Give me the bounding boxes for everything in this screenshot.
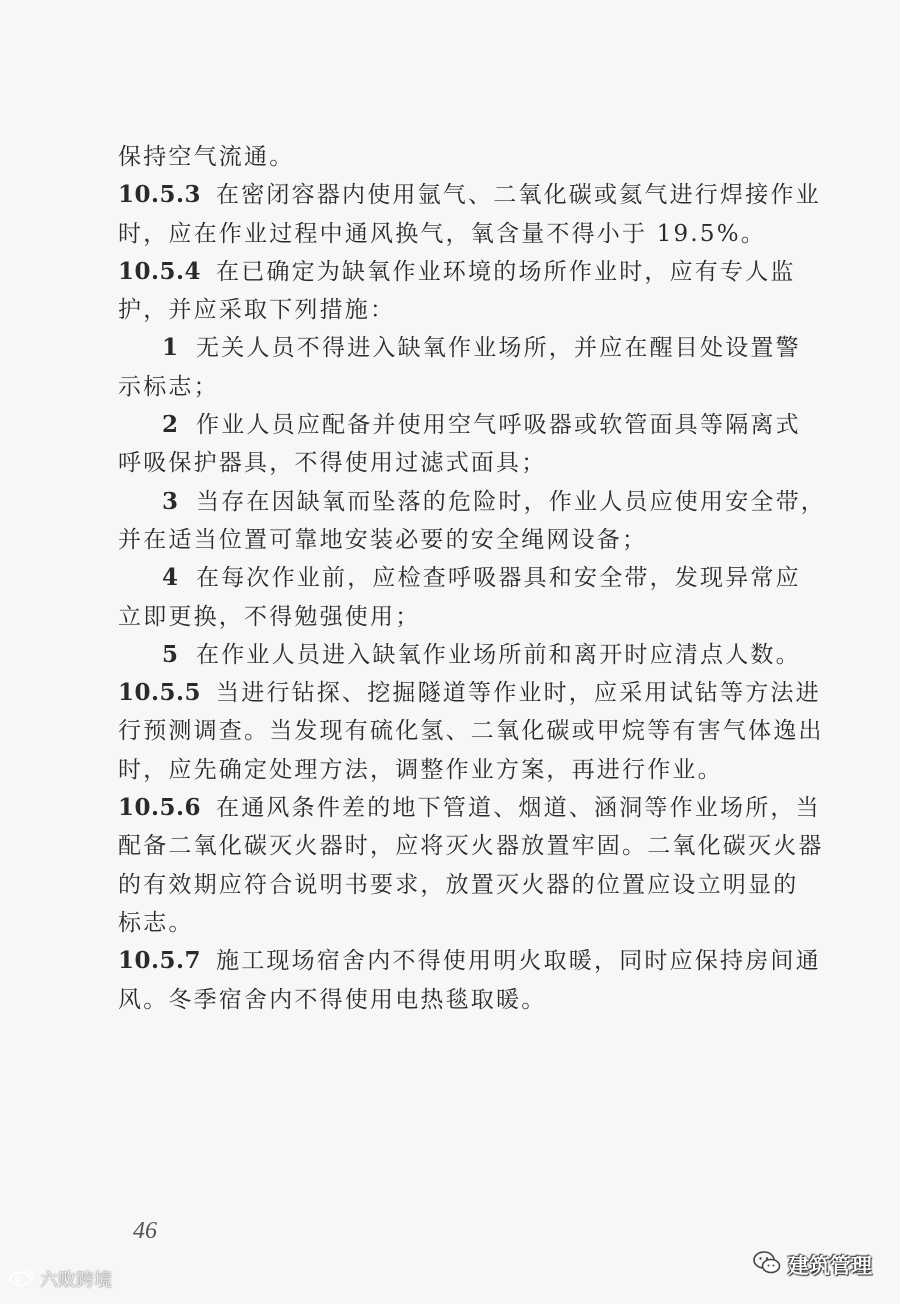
page-number: 46 [133, 1218, 157, 1244]
list-item-1 [118, 329, 801, 367]
text-line: 标志。 [118, 909, 194, 936]
list-item-3 [118, 483, 826, 521]
text-line: 立即更换，不得勉强使用； [118, 603, 421, 630]
section-text: 在已确定为缺氧作业环境的场所作业时，应有专人监 [216, 258, 796, 285]
item-number: 3 [162, 487, 181, 515]
item-number: 5 [162, 640, 181, 668]
watermark-left [8, 1266, 112, 1292]
text-line: 时，应在作业过程中通风换气，氧含量不得小于 19.5%。 [118, 220, 766, 247]
document-body [118, 138, 826, 1019]
list-item-2 [118, 406, 801, 444]
watermark-left-text: 六败跨境 [40, 1270, 112, 1291]
wechat-icon [752, 1250, 782, 1280]
section-text: 在密闭容器内使用氩气、二氧化碳或氦气进行焊接作业 [216, 182, 821, 209]
item-text: 无关人员不得进入缺氧作业场所，并应在醒目处设置警 [196, 335, 801, 362]
list-item-5 [118, 636, 801, 674]
section-number: 10.5.5 [118, 679, 202, 707]
section-number: 10.5.4 [118, 257, 202, 285]
text-line: 行预测调查。当发现有硫化氢、二氧化碳或甲烷等有害气体逸出 [118, 718, 824, 745]
text-line: 保持空气流通。 [118, 144, 295, 170]
section-10-5-4-line [118, 253, 796, 291]
text-line: 的有效期应符合说明书要求，放置灭火器的位置应设立明显的 [118, 871, 799, 898]
item-number: 4 [162, 564, 181, 592]
item-number: 1 [162, 334, 181, 362]
watermark-right-text: 建筑管理 [788, 1254, 872, 1278]
item-text: 在作业人员进入缺氧作业场所前和离开时应清点人数。 [196, 641, 801, 668]
text-line: 时，应先确定处理方法，调整作业方案，再进行作业。 [118, 756, 723, 783]
section-10-5-6-line [118, 789, 821, 827]
list-item-4 [118, 559, 801, 597]
text-line: 风。冬季宿舍内不得使用电热毯取暖。 [118, 986, 547, 1013]
section-number: 10.5.3 [118, 181, 202, 209]
item-number: 2 [162, 411, 181, 439]
section-number: 10.5.7 [118, 947, 202, 975]
text-line: 示标志； [118, 373, 219, 400]
section-text: 施工现场宿舍内不得使用明火取暖，同时应保持房间通 [216, 948, 821, 975]
item-text: 当存在因缺氧而坠落的危险时，作业人员应使用安全带， [196, 488, 826, 515]
text-line: 护，并应采取下列措施： [118, 297, 396, 324]
item-text: 在每次作业前，应检查呼吸器具和安全带，发现异常应 [196, 565, 801, 592]
section-10-5-3-line [118, 176, 821, 214]
text-line: 配备二氧化碳灭火器时，应将灭火器放置牢固。二氧化碳灭火器 [118, 833, 824, 860]
weibo-icon [8, 1267, 36, 1292]
section-text: 当进行钻探、挖掘隧道等作业时，应采用试钻等方法进 [216, 680, 821, 707]
watermark-right [752, 1250, 872, 1280]
section-number: 10.5.6 [118, 794, 202, 822]
text-line: 呼吸保护器具，不得使用过滤式面具； [118, 450, 547, 477]
text-line: 并在适当位置可靠地安装必要的安全绳网设备； [118, 526, 648, 553]
section-text: 在通风条件差的地下管道、烟道、涵洞等作业场所，当 [216, 795, 821, 822]
item-text: 作业人员应配备并使用空气呼吸器或软管面具等隔离式 [196, 412, 801, 439]
section-10-5-7-line [118, 942, 821, 980]
section-10-5-5-line [118, 674, 821, 712]
